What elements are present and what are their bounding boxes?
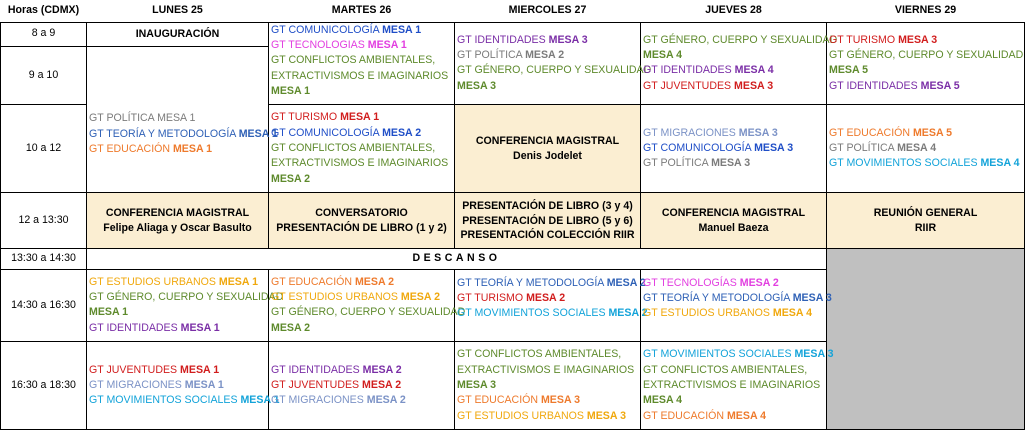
row-12-1330 (1, 192, 1025, 248)
reunion-general-cell (827, 192, 1025, 248)
inauguracion-cell: INAUGURACIÓN (87, 22, 269, 46)
session-line: GT ESTUDIOS URBANOS MESA 4 (643, 307, 812, 320)
miercoles-1630-cell (455, 342, 641, 430)
header-row (1, 0, 1025, 22)
conversatorio-title: CONVERSATORIO (315, 207, 408, 220)
time-slot: 14:30 a 16:30 (1, 269, 87, 342)
session-line: GT TURISMO MESA 3 (829, 33, 938, 46)
session-line: GT POLÍTICA MESA 1 (89, 112, 196, 125)
session-line: GT POLÍTICA MESA 4 (829, 141, 937, 154)
session-line: GT TEORÍA Y METODOLOGÍA MESA 2 (457, 276, 646, 289)
conference-title: CONFERENCIA MAGISTRAL (661, 207, 806, 220)
session-line: GT EDUCACIÓN MESA 1 (89, 143, 213, 155)
book-presentation: PRESENTACIÓN DE LIBRO (5 y 6) (462, 214, 633, 227)
session-line: GT IDENTIDADES MESA 1 (89, 321, 220, 334)
martes-1430-cell (269, 269, 466, 342)
conference-speaker: Manuel Baeza (698, 221, 769, 234)
session-line: EXTRACTIVISMOS E IMAGINARIOS (271, 157, 449, 170)
session-line: GT MIGRACIONES MESA 3 (643, 126, 778, 139)
session-line: GT TURISMO MESA 2 (457, 291, 566, 304)
session-line: GT ESTUDIOS URBANOS MESA 2 (271, 291, 440, 304)
session-line: MESA 4 (643, 48, 683, 61)
session-line: MESA 2 (271, 321, 311, 334)
time-slot: 13:30 a 14:30 (1, 249, 87, 269)
book-presentation: PRESENTACIÓN DE LIBRO (3 y 4) (462, 200, 633, 213)
lunes-1630-cell (87, 342, 280, 430)
session-line: MESA 2 (271, 172, 311, 185)
session-line: GT IDENTIDADES MESA 2 (271, 363, 402, 376)
session-line: GT GÉNERO, CUERPO Y SEXUALIDAD (271, 306, 466, 319)
conferencia-jodelet-cell (455, 105, 641, 193)
lunes-1430-cell (87, 269, 284, 342)
session-line: GT EDUCACIÓN MESA 5 (829, 126, 953, 139)
conferencia-aliaga-cell (87, 192, 269, 248)
session-line: GT TECNOLOGÍAS MESA 2 (643, 276, 779, 289)
time-slot: 8 a 9 (1, 22, 87, 46)
jueves-1430-cell (641, 269, 832, 342)
session-line: GT IDENTIDADES MESA 4 (643, 64, 774, 77)
lunes-9-12-cell (87, 46, 278, 192)
conference-title: CONFERENCIA MAGISTRAL (475, 135, 620, 148)
session-line: GT CONFLICTOS AMBIENTALES, (271, 141, 436, 154)
hours-header: Horas (CDMX) (1, 0, 87, 22)
day-header-martes: MARTES 26 (269, 0, 455, 22)
session-line: GT ESTUDIOS URBANOS MESA 3 (457, 409, 626, 422)
presentaciones-cell (455, 192, 641, 248)
session-line: GT TURISMO MESA 1 (271, 111, 380, 124)
session-line: GT MOVIMIENTOS SOCIALES MESA 3 (643, 348, 834, 361)
conference-speaker: Denis Jodelet (513, 149, 582, 162)
session-line: GT JUVENTUDES MESA 1 (89, 363, 220, 376)
session-line: GT GÉNERO, CUERPO Y SEXUALIDAD (829, 48, 1024, 61)
session-line: MESA 1 (89, 306, 129, 319)
book-presentation: PRESENTACIÓN DE LIBRO (1 y 2) (276, 221, 447, 234)
time-slot: 12 a 13:30 (1, 192, 87, 248)
viernes-8-10-cell (827, 22, 1025, 105)
miercoles-1430-cell (455, 269, 648, 342)
time-slot: 9 a 10 (1, 46, 87, 105)
session-line: GT COMUNICOLOGÍA MESA 3 (643, 141, 794, 154)
conferencia-baeza-cell (641, 192, 827, 248)
conference-title: CONFERENCIA MAGISTRAL (105, 207, 250, 220)
viernes-10-12-cell (827, 105, 1025, 193)
session-line: GT IDENTIDADES MESA 5 (829, 79, 960, 92)
session-line: GT TECNOLOGIAS MESA 1 (271, 38, 407, 51)
jueves-8-10-cell (641, 22, 838, 105)
session-line: GT GÉNERO, CUERPO Y SEXUALIDAD (457, 64, 652, 77)
session-line: GT EDUCACIÓN MESA 3 (457, 394, 581, 407)
session-line: EXTRACTIVISMOS E IMAGINARIOS (457, 363, 635, 376)
session-line: GT MOVIMIENTOS SOCIALES MESA 2 (457, 307, 648, 320)
day-header-viernes: VIERNES 29 (827, 0, 1025, 22)
miercoles-8-10-cell (455, 22, 652, 105)
descanso-cell: DESCANSO (87, 249, 827, 269)
row-8-9 (1, 22, 1025, 46)
session-line: EXTRACTIVISMOS E IMAGINARIOS (271, 69, 449, 82)
session-line: GT POLÍTICA MESA 3 (643, 157, 751, 170)
session-line: MESA 1 (271, 84, 311, 97)
session-line: GT EDUCACIÓN MESA 4 (643, 409, 767, 422)
session-line: GT CONFLICTOS AMBIENTALES, (643, 363, 808, 376)
session-line: GT GÉNERO, CUERPO Y SEXUALIDAD (89, 291, 284, 304)
jueves-1630-cell (641, 342, 834, 430)
session-line: GT CONFLICTOS AMBIENTALES, (457, 348, 622, 361)
session-line: GT JUVENTUDES MESA 3 (643, 79, 774, 92)
session-line: GT EDUCACIÓN MESA 2 (271, 275, 395, 288)
jueves-10-12-cell (641, 105, 827, 193)
session-line: MESA 5 (829, 64, 869, 77)
session-line: GT MOVIMIENTOS SOCIALES MESA 4 (829, 157, 1020, 170)
session-line: GT CONFLICTOS AMBIENTALES, (271, 54, 436, 67)
row-descanso (1, 249, 1025, 269)
empty-gray-cell (827, 249, 1025, 430)
time-slot: 16:30 a 18:30 (1, 342, 87, 430)
time-slot: 10 a 12 (1, 105, 87, 193)
session-line: GT IDENTIDADES MESA 3 (457, 33, 588, 46)
session-line: GT TEORÍA Y METODOLOGÍA MESA 1 (89, 127, 278, 140)
collection-presentation: PRESENTACIÓN COLECCIÓN RIIR (460, 228, 635, 241)
session-line: GT GÉNERO, CUERPO Y SEXUALIDAD (643, 33, 838, 46)
martes-8-10-cell (269, 22, 455, 105)
session-line: GT MOVIMIENTOS SOCIALES MESA 1 (89, 394, 280, 407)
day-header-miercoles: MIERCOLES 27 (455, 0, 641, 22)
martes-10-12-cell (269, 105, 455, 193)
conversatorio-cell (269, 192, 455, 248)
session-line: GT COMUNICOLOGÍA MESA 1 (271, 23, 422, 36)
day-header-lunes: LUNES 25 (87, 0, 269, 22)
session-line: GT COMUNICOLOGÍA MESA 2 (271, 126, 422, 139)
conference-speaker: Felipe Aliaga y Oscar Basulto (103, 221, 252, 234)
session-line: GT MIGRACIONES MESA 1 (89, 378, 224, 391)
session-line: MESA 4 (643, 394, 683, 407)
meeting-org: RIIR (914, 221, 937, 234)
session-line: GT ESTUDIOS URBANOS MESA 1 (89, 275, 258, 288)
martes-1630-cell (269, 342, 455, 430)
session-line: GT TEORÍA Y METODOLOGÍA MESA 3 (643, 291, 832, 304)
session-line: MESA 3 (457, 378, 497, 391)
session-line: GT MIGRACIONES MESA 2 (271, 394, 406, 407)
session-line: MESA 3 (457, 79, 497, 92)
session-line: GT POLÍTICA MESA 2 (457, 48, 565, 61)
day-header-jueves: JUEVES 28 (641, 0, 827, 22)
session-line: GT JUVENTUDES MESA 2 (271, 378, 402, 391)
meeting-title: REUNIÓN GENERAL (873, 207, 978, 220)
session-line: EXTRACTIVISMOS E IMAGINARIOS (643, 378, 821, 391)
